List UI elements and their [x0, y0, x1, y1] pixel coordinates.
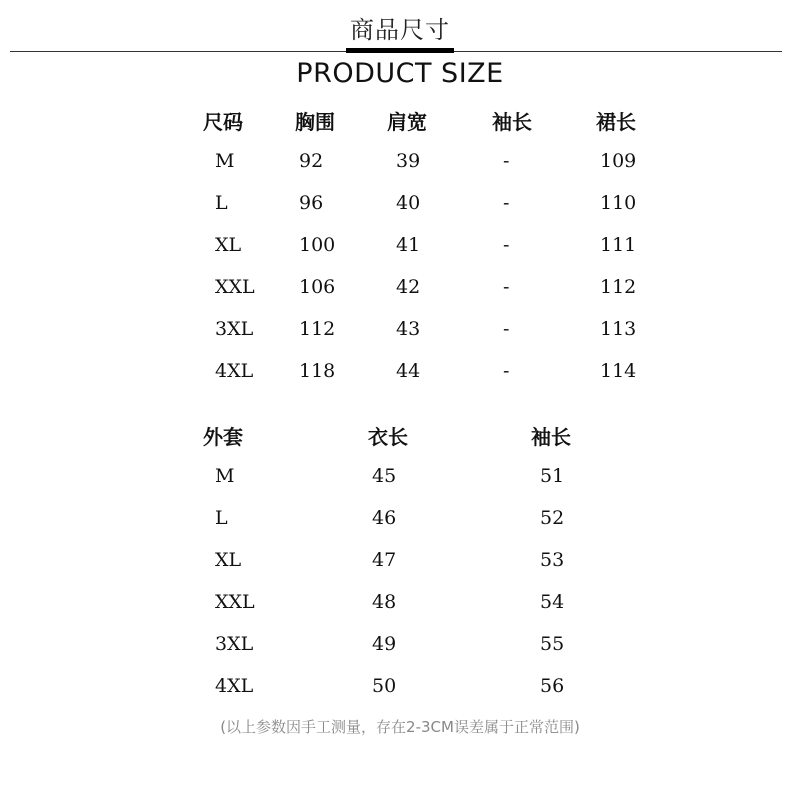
dress-header-3: 袖长 [492, 110, 532, 134]
coat-row-3-cell-1: 48 [372, 591, 397, 613]
dress-row-0-cell-3: - [503, 150, 510, 172]
dress-row-2-cell-3: - [503, 234, 510, 256]
coat-row-0-cell-1: 45 [372, 465, 397, 487]
dress-row-0-cell-1: 92 [299, 150, 324, 172]
dress-header-1: 胸围 [295, 110, 335, 134]
coat-row-5-cell-2: 56 [540, 675, 565, 697]
coat-row-2-cell-1: 47 [372, 549, 397, 571]
coat-header-2: 袖长 [531, 425, 571, 449]
page-title-cn: 商品尺寸 [350, 16, 450, 44]
dress-row-0-cell-4: 109 [600, 150, 637, 172]
page-title-en: PRODUCT SIZE [296, 58, 504, 89]
coat-row-4-cell-0: 3XL [215, 633, 254, 655]
dress-header-2: 肩宽 [387, 110, 427, 134]
dress-row-4-cell-2: 43 [396, 318, 421, 340]
dress-row-5-cell-3: - [503, 360, 510, 382]
dress-row-5-cell-1: 118 [299, 360, 336, 382]
coat-row-4-cell-2: 55 [540, 633, 565, 655]
coat-row-0-cell-0: M [215, 465, 235, 487]
dress-row-3-cell-2: 42 [396, 276, 421, 298]
dress-header-0: 尺码 [203, 110, 243, 134]
coat-row-5-cell-1: 50 [372, 675, 397, 697]
dress-header-4: 裙长 [596, 110, 636, 134]
dress-row-5-cell-0: 4XL [215, 360, 254, 382]
dress-row-0-cell-2: 39 [396, 150, 421, 172]
coat-header-0: 外套 [203, 425, 243, 449]
dress-row-3-cell-0: XXL [215, 276, 255, 298]
coat-row-3-cell-0: XXL [215, 591, 255, 613]
dress-row-3-cell-4: 112 [600, 276, 637, 298]
dress-row-2-cell-1: 100 [299, 234, 336, 256]
dress-row-2-cell-0: XL [215, 234, 242, 256]
coat-row-2-cell-0: XL [215, 549, 242, 571]
measurement-note: (以上参数因手工测量，存在2-3CM误差属于正常范围) [220, 718, 580, 736]
dress-row-5-cell-4: 114 [600, 360, 637, 382]
dress-row-3-cell-3: - [503, 276, 510, 298]
coat-row-3-cell-2: 54 [540, 591, 565, 613]
dress-row-0-cell-0: M [215, 150, 235, 172]
dress-row-1-cell-0: L [215, 192, 228, 214]
dress-row-1-cell-3: - [503, 192, 510, 214]
dress-row-4-cell-1: 112 [299, 318, 336, 340]
coat-row-1-cell-2: 52 [540, 507, 565, 529]
dress-row-4-cell-0: 3XL [215, 318, 254, 340]
coat-header-1: 衣长 [368, 425, 408, 449]
coat-row-1-cell-0: L [215, 507, 228, 529]
coat-row-5-cell-0: 4XL [215, 675, 254, 697]
dress-row-4-cell-4: 113 [600, 318, 637, 340]
coat-row-0-cell-2: 51 [540, 465, 565, 487]
dress-row-4-cell-3: - [503, 318, 510, 340]
coat-row-1-cell-1: 46 [372, 507, 397, 529]
title-underline [346, 48, 454, 53]
dress-row-1-cell-2: 40 [396, 192, 421, 214]
coat-row-4-cell-1: 49 [372, 633, 397, 655]
dress-row-1-cell-1: 96 [299, 192, 324, 214]
dress-row-2-cell-4: 111 [600, 234, 637, 256]
dress-row-2-cell-2: 41 [396, 234, 421, 256]
coat-row-2-cell-2: 53 [540, 549, 565, 571]
dress-row-5-cell-2: 44 [396, 360, 421, 382]
dress-row-1-cell-4: 110 [600, 192, 637, 214]
dress-row-3-cell-1: 106 [299, 276, 336, 298]
